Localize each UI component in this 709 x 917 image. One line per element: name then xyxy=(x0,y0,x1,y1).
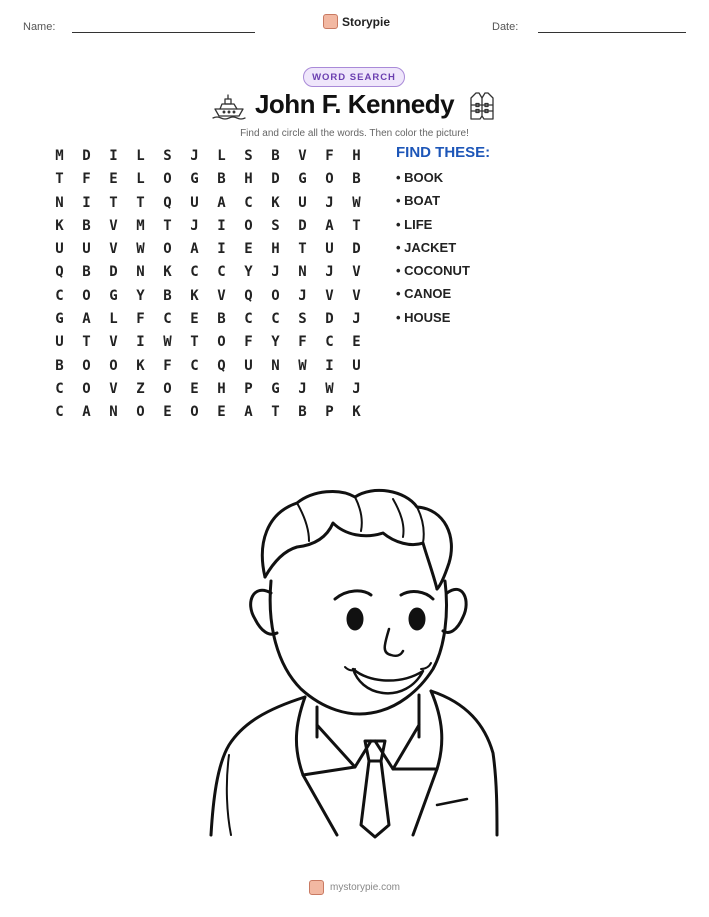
grid-letter[interactable]: G xyxy=(190,171,199,188)
grid-letter[interactable]: S xyxy=(244,148,253,164)
grid-letter[interactable]: I xyxy=(325,357,334,374)
grid-letter[interactable]: E xyxy=(190,311,199,328)
grid-letter[interactable]: E xyxy=(190,380,199,397)
grid-letter[interactable]: O xyxy=(217,334,226,351)
grid-letter[interactable]: U xyxy=(190,194,199,211)
grid-letter[interactable]: V xyxy=(298,148,307,164)
grid-letter[interactable]: K xyxy=(352,404,361,421)
grid-letter[interactable]: V xyxy=(325,287,334,304)
grid-letter[interactable]: U xyxy=(55,334,64,351)
grid-letter[interactable]: T xyxy=(136,194,145,211)
grid-letter[interactable]: G xyxy=(109,287,118,304)
grid-letter[interactable]: V xyxy=(109,334,118,351)
grid-letter[interactable]: E xyxy=(163,404,172,421)
grid-letter[interactable]: S xyxy=(163,148,172,164)
grid-letter[interactable]: J xyxy=(190,148,199,164)
footer xyxy=(0,880,709,895)
grid-row xyxy=(46,215,371,238)
grid-letter[interactable]: B xyxy=(217,171,226,188)
grid-letter[interactable]: C xyxy=(244,311,253,328)
storypie-footer-icon xyxy=(309,880,324,895)
grid-letter[interactable]: N xyxy=(55,194,64,211)
grid-letter[interactable]: C xyxy=(244,194,253,211)
grid-letter[interactable]: K xyxy=(163,264,172,281)
grid-letter[interactable]: J xyxy=(352,380,361,397)
grid-letter[interactable]: K xyxy=(55,217,64,234)
grid-letter[interactable]: V xyxy=(109,217,118,234)
grid-letter[interactable]: D xyxy=(82,148,91,164)
grid-letter[interactable]: O xyxy=(190,404,199,421)
grid-letter[interactable]: U xyxy=(325,241,334,258)
grid-letter[interactable]: V xyxy=(109,380,118,397)
grid-letter[interactable]: D xyxy=(109,264,118,281)
grid-letter[interactable]: I xyxy=(136,334,145,351)
instructions: Find and circle all the words. Then color the picture! xyxy=(240,128,469,139)
grid-letter[interactable]: B xyxy=(298,404,307,421)
grid-letter[interactable]: J xyxy=(190,217,199,234)
grid-letter[interactable]: K xyxy=(190,287,199,304)
grid-letter[interactable]: H xyxy=(352,148,361,164)
grid-row xyxy=(46,401,371,424)
grid-letter[interactable]: N xyxy=(298,264,307,281)
grid-letter[interactable]: B xyxy=(217,311,226,328)
grid-letter[interactable]: I xyxy=(82,194,91,211)
grid-letter[interactable]: B xyxy=(352,171,361,188)
storypie-logo-icon xyxy=(323,14,338,29)
grid-letter[interactable]: C xyxy=(55,287,64,304)
grid-letter[interactable]: N xyxy=(136,264,145,281)
grid-letter[interactable]: N xyxy=(271,357,280,374)
grid-letter[interactable]: D xyxy=(325,311,334,328)
grid-letter[interactable]: O xyxy=(163,380,172,397)
grid-letter[interactable]: B xyxy=(271,148,280,164)
grid-letter[interactable]: P xyxy=(325,404,334,421)
grid-row xyxy=(46,192,371,215)
grid-letter[interactable]: L xyxy=(109,311,118,328)
grid-letter[interactable]: B xyxy=(55,357,64,374)
grid-letter[interactable]: L xyxy=(217,148,226,164)
grid-letter[interactable]: G xyxy=(271,380,280,397)
grid-letter[interactable]: B xyxy=(82,217,91,234)
word-list-item: • JACKET xyxy=(396,239,457,255)
grid-letter[interactable]: Y xyxy=(136,287,145,304)
grid-letter[interactable]: E xyxy=(217,404,226,421)
grid-letter[interactable]: J xyxy=(352,311,361,328)
brand-logo xyxy=(323,14,390,29)
grid-letter[interactable]: T xyxy=(271,404,280,421)
grid-letter[interactable]: O xyxy=(136,404,145,421)
grid-letter[interactable]: A xyxy=(217,194,226,211)
grid-letter[interactable]: H xyxy=(217,380,226,397)
grid-letter[interactable]: I xyxy=(217,217,226,234)
grid-letter[interactable]: T xyxy=(352,217,361,234)
grid-letter[interactable]: I xyxy=(217,241,226,258)
grid-letter[interactable]: T xyxy=(55,171,64,188)
grid-letter[interactable]: O xyxy=(325,171,334,188)
grid-letter[interactable]: N xyxy=(109,404,118,421)
grid-letter[interactable]: J xyxy=(271,264,280,281)
word-list-item: • LIFE xyxy=(396,216,433,232)
life-jacket-icon xyxy=(467,90,497,122)
grid-letter[interactable]: L xyxy=(136,148,145,164)
grid-letter[interactable]: A xyxy=(82,311,91,328)
grid-letter[interactable]: L xyxy=(136,171,145,188)
grid-letter[interactable]: F xyxy=(82,171,91,188)
grid-letter[interactable]: F xyxy=(163,357,172,374)
grid-letter[interactable]: D xyxy=(271,171,280,188)
grid-row xyxy=(46,285,371,308)
grid-letter[interactable]: A xyxy=(325,217,334,234)
grid-row xyxy=(46,145,371,168)
grid-letter[interactable]: F xyxy=(325,148,334,164)
grid-row xyxy=(46,308,371,331)
grid-letter[interactable]: V xyxy=(217,287,226,304)
find-these-heading: FIND THESE: xyxy=(396,144,491,161)
grid-letter[interactable]: U xyxy=(352,357,361,374)
grid-letter[interactable]: O xyxy=(82,287,91,304)
grid-letter[interactable]: O xyxy=(163,171,172,188)
grid-letter[interactable]: F xyxy=(244,334,253,351)
grid-letter[interactable]: B xyxy=(82,264,91,281)
grid-row xyxy=(46,238,371,261)
grid-letter[interactable]: K xyxy=(271,194,280,211)
grid-letter[interactable]: J xyxy=(298,287,307,304)
word-search-badge: WORD SEARCH xyxy=(303,67,405,87)
grid-letter[interactable]: J xyxy=(298,380,307,397)
grid-row xyxy=(46,168,371,191)
grid-letter[interactable]: O xyxy=(82,357,91,374)
grid-letter[interactable]: A xyxy=(190,241,199,258)
grid-letter[interactable]: O xyxy=(109,357,118,374)
grid-letter[interactable]: T xyxy=(109,194,118,211)
name-line[interactable] xyxy=(72,32,255,33)
grid-letter[interactable]: Y xyxy=(271,334,280,351)
grid-letter[interactable]: W xyxy=(325,380,334,397)
grid-row xyxy=(46,355,371,378)
grid-letter[interactable]: P xyxy=(244,380,253,397)
word-list-item: • BOAT xyxy=(396,193,441,209)
grid-letter[interactable]: T xyxy=(190,334,199,351)
word-list-item: • CANOE xyxy=(396,286,452,302)
grid-letter[interactable]: Q xyxy=(163,194,172,211)
grid-letter[interactable]: C xyxy=(190,357,199,374)
grid-letter[interactable]: C xyxy=(325,334,334,351)
grid-letter[interactable]: U xyxy=(298,194,307,211)
grid-letter[interactable]: G xyxy=(298,171,307,188)
grid-letter[interactable]: T xyxy=(298,241,307,258)
grid-letter[interactable]: Y xyxy=(244,264,253,281)
grid-letter[interactable]: J xyxy=(325,264,334,281)
grid-letter[interactable]: E xyxy=(352,334,361,351)
grid-letter[interactable]: C xyxy=(163,311,172,328)
grid-letter[interactable]: C xyxy=(55,404,64,421)
word-search-grid[interactable] xyxy=(46,145,371,425)
word-list-item: • BOOK xyxy=(396,170,444,185)
brand-name: Storypie xyxy=(342,14,391,29)
grid-letter[interactable]: H xyxy=(271,241,280,258)
grid-letter[interactable]: D xyxy=(298,217,307,234)
grid-letter[interactable]: Q xyxy=(217,357,226,374)
page-title: John F. Kennedy xyxy=(254,89,455,119)
grid-row xyxy=(46,378,371,401)
word-list-item: • COCONUT xyxy=(396,263,470,279)
grid-letter[interactable]: U xyxy=(55,241,64,258)
grid-letter[interactable]: M xyxy=(136,217,145,234)
grid-letter[interactable]: E xyxy=(109,171,118,188)
grid-letter[interactable]: W xyxy=(136,241,145,258)
grid-letter[interactable]: A xyxy=(244,404,253,421)
grid-letter[interactable]: E xyxy=(244,241,253,258)
grid-letter[interactable]: W xyxy=(298,357,307,374)
grid-letter[interactable]: O xyxy=(271,287,280,304)
grid-letter[interactable]: S xyxy=(298,311,307,328)
grid-letter[interactable]: T xyxy=(82,334,91,351)
grid-letter[interactable]: V xyxy=(352,264,361,281)
grid-letter[interactable]: V xyxy=(352,287,361,304)
grid-letter[interactable]: W xyxy=(352,194,361,211)
grid-letter[interactable]: O xyxy=(82,380,91,397)
grid-letter[interactable]: S xyxy=(271,217,280,234)
name-label: Name: xyxy=(23,21,56,33)
footer-url[interactable]: mystorypie.com xyxy=(329,882,400,893)
grid-letter[interactable]: C xyxy=(217,264,226,281)
grid-letter[interactable]: O xyxy=(244,217,253,234)
grid-letter[interactable]: J xyxy=(325,194,334,211)
grid-letter[interactable]: B xyxy=(163,287,172,304)
grid-letter[interactable]: C xyxy=(271,311,280,328)
grid-letter[interactable]: F xyxy=(298,334,307,351)
grid-letter[interactable]: O xyxy=(163,241,172,258)
grid-letter[interactable]: C xyxy=(190,264,199,281)
grid-letter[interactable]: D xyxy=(352,241,361,258)
grid-letter[interactable]: U xyxy=(82,241,91,258)
date-line[interactable] xyxy=(538,32,686,33)
grid-letter[interactable]: F xyxy=(136,311,145,328)
grid-letter[interactable]: T xyxy=(163,217,172,234)
grid-row xyxy=(46,331,371,354)
grid-letter[interactable]: V xyxy=(109,241,118,258)
grid-letter[interactable]: Q xyxy=(55,264,64,281)
grid-letter[interactable]: C xyxy=(55,380,64,397)
grid-letter[interactable]: U xyxy=(244,357,253,374)
grid-letter[interactable]: Q xyxy=(244,287,253,304)
grid-letter[interactable]: Z xyxy=(136,380,145,397)
grid-letter[interactable]: I xyxy=(109,148,118,164)
grid-letter[interactable]: W xyxy=(163,334,172,351)
grid-letter[interactable]: H xyxy=(244,171,253,188)
grid-letter[interactable]: M xyxy=(55,148,64,164)
grid-letter[interactable]: G xyxy=(55,311,64,328)
grid-row xyxy=(46,261,371,284)
word-list xyxy=(396,170,470,333)
date-label: Date: xyxy=(492,21,519,33)
john-f-kennedy-portrait xyxy=(205,485,505,840)
grid-letter[interactable]: K xyxy=(136,357,145,374)
word-list-item: • HOUSE xyxy=(396,309,451,325)
grid-letter[interactable]: A xyxy=(82,404,91,421)
